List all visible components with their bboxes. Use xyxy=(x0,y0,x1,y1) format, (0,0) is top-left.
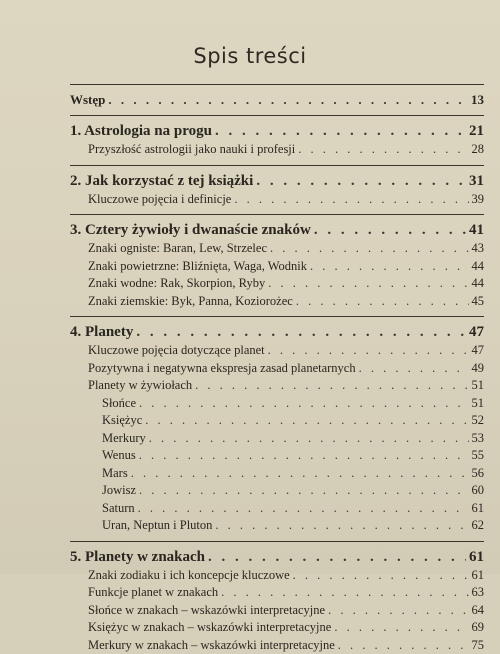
toc-entry[interactable] xyxy=(70,619,484,637)
section-divider xyxy=(70,541,484,542)
toc-page-number: 44 xyxy=(472,275,485,293)
toc-entry[interactable] xyxy=(70,293,484,311)
toc-entry-label: Znaki ogniste: Baran, Lew, Strzelec xyxy=(88,240,267,258)
toc-entry-label: Przyszłość astrologii jako nauki i profesji xyxy=(88,141,295,159)
top-divider xyxy=(70,84,484,85)
toc-entry-label: Kluczowe pojęcia i definicje xyxy=(88,191,231,209)
dot-leader xyxy=(268,275,468,293)
toc-subentry-saturn[interactable] xyxy=(70,500,484,518)
page-title: Spis treści xyxy=(0,44,500,68)
toc-chapter-label: 4. Planety xyxy=(70,323,133,342)
toc-chapter-1 xyxy=(70,122,484,159)
toc-entry[interactable] xyxy=(70,602,484,620)
toc-entry-label: Mars xyxy=(102,465,128,483)
toc-page-number: 64 xyxy=(472,602,485,620)
section-divider xyxy=(70,214,484,215)
toc-chapter-label: 1. Astrologia na progu xyxy=(70,122,212,141)
dot-leader xyxy=(215,517,468,535)
toc-entry-label: Merkury w znakach – wskazówki interpretacyjne xyxy=(88,637,335,654)
toc-entry-label: Pozytywna i negatywna ekspresja zasad planetarnych xyxy=(88,360,356,378)
dot-leader xyxy=(270,240,469,258)
toc-entry[interactable] xyxy=(70,275,484,293)
toc-page-number: 47 xyxy=(469,323,484,342)
toc-entry[interactable] xyxy=(70,377,484,395)
dot-leader xyxy=(136,323,466,342)
toc-intro-section xyxy=(70,91,484,109)
dot-leader xyxy=(328,602,468,620)
dot-leader xyxy=(338,637,469,654)
toc-chapter-heading[interactable] xyxy=(70,323,484,342)
toc-entry-label: Merkury xyxy=(102,430,146,448)
dot-leader xyxy=(131,465,469,483)
section-divider xyxy=(70,316,484,317)
toc-subentry-moon[interactable] xyxy=(70,412,484,430)
toc-subentry-outer-planets[interactable] xyxy=(70,517,484,535)
dot-leader xyxy=(314,221,466,240)
toc-page-number: 75 xyxy=(472,637,485,654)
toc-page-number: 61 xyxy=(469,548,484,567)
toc-entry-label: Znaki ziemskie: Byk, Panna, Koziorożec xyxy=(88,293,293,311)
toc-chapter-5 xyxy=(70,548,484,654)
toc-entry-label: Kluczowe pojęcia dotyczące planet xyxy=(88,342,265,360)
dot-leader xyxy=(139,482,468,500)
toc-entry-label: Słońce xyxy=(102,395,136,413)
toc-entry-label: Wstęp xyxy=(70,91,105,109)
toc-chapter-heading[interactable] xyxy=(70,172,484,191)
toc-entry[interactable] xyxy=(70,258,484,276)
dot-leader xyxy=(298,141,468,159)
toc-chapter-heading[interactable] xyxy=(70,548,484,567)
toc-chapter-label: 5. Planety w znakach xyxy=(70,548,205,567)
toc-entry-label: Znaki zodiaku i ich koncepcje kluczowe xyxy=(88,567,290,585)
toc-entry[interactable] xyxy=(70,240,484,258)
toc-entry-label: Uran, Neptun i Pluton xyxy=(102,517,212,535)
toc-page-number: 44 xyxy=(472,258,485,276)
dot-leader xyxy=(334,619,468,637)
toc-page-number: 39 xyxy=(472,191,485,209)
toc-subentry-jupiter[interactable] xyxy=(70,482,484,500)
toc-page-number: 61 xyxy=(472,567,485,585)
toc-subentry-mercury[interactable] xyxy=(70,430,484,448)
toc-page-number: 41 xyxy=(469,221,484,240)
toc-page-number: 61 xyxy=(472,500,485,518)
dot-leader xyxy=(234,191,468,209)
toc-page-number: 60 xyxy=(472,482,485,500)
toc-entry-label: Znaki wodne: Rak, Skorpion, Ryby xyxy=(88,275,265,293)
toc-subentry-mars[interactable] xyxy=(70,465,484,483)
toc-page-number: 51 xyxy=(472,377,485,395)
toc-entry-label: Słońce w znakach – wskazówki interpretacyjne xyxy=(88,602,325,620)
toc-page-number: 45 xyxy=(472,293,485,311)
dot-leader xyxy=(149,430,469,448)
toc-chapter-heading[interactable] xyxy=(70,122,484,141)
toc-entry[interactable] xyxy=(70,584,484,602)
toc-chapter-2 xyxy=(70,172,484,209)
toc-page-number: 52 xyxy=(472,412,485,430)
toc-entry[interactable] xyxy=(70,141,484,159)
dot-leader xyxy=(108,91,468,109)
toc-page-number: 53 xyxy=(472,430,485,448)
dot-leader xyxy=(221,584,468,602)
toc-page-number: 49 xyxy=(472,360,485,378)
toc-page-number: 63 xyxy=(472,584,485,602)
toc-page-number: 43 xyxy=(472,240,485,258)
toc-entry[interactable] xyxy=(70,360,484,378)
toc-entry-label: Planety w żywiołach xyxy=(88,377,192,395)
dot-leader xyxy=(208,548,466,567)
toc-entry[interactable] xyxy=(70,567,484,585)
toc-page-number: 13 xyxy=(471,91,484,109)
toc-page-number: 62 xyxy=(472,517,485,535)
dot-leader xyxy=(139,447,469,465)
dot-leader xyxy=(293,567,469,585)
section-divider xyxy=(70,165,484,166)
toc-chapter-4 xyxy=(70,323,484,535)
toc-page-number: 56 xyxy=(472,465,485,483)
toc-entry[interactable] xyxy=(70,191,484,209)
dot-leader xyxy=(359,360,469,378)
dot-leader xyxy=(145,412,468,430)
toc-entry-label: Saturn xyxy=(102,500,135,518)
toc-entry-label: Znaki powietrzne: Bliźnięta, Waga, Wodnik xyxy=(88,258,307,276)
dot-leader xyxy=(268,342,469,360)
dot-leader xyxy=(195,377,468,395)
toc-page-number: 51 xyxy=(472,395,485,413)
toc-page-number: 21 xyxy=(469,122,484,141)
toc-chapter-label: 2. Jak korzystać z tej książki xyxy=(70,172,253,191)
toc-entry[interactable] xyxy=(70,637,484,654)
toc-page-number: 69 xyxy=(472,619,485,637)
toc-chapter-3 xyxy=(70,221,484,310)
toc-entry[interactable] xyxy=(70,342,484,360)
toc-subentry-sun[interactable] xyxy=(70,395,484,413)
dot-leader xyxy=(310,258,469,276)
toc-subentry-venus[interactable] xyxy=(70,447,484,465)
dot-leader xyxy=(215,122,466,141)
toc-entry-label: Księżyc xyxy=(102,412,142,430)
toc-entry-intro[interactable] xyxy=(70,91,484,109)
toc-entry-label: Jowisz xyxy=(102,482,136,500)
toc-entry-label: Księżyc w znakach – wskazówki interpretacyjne xyxy=(88,619,331,637)
toc-entry-label: Wenus xyxy=(102,447,136,465)
toc-chapter-heading[interactable] xyxy=(70,221,484,240)
dot-leader xyxy=(256,172,466,191)
toc-page-number: 28 xyxy=(472,141,485,159)
toc-entry-label: Funkcje planet w znakach xyxy=(88,584,218,602)
dot-leader xyxy=(296,293,469,311)
dot-leader xyxy=(139,395,468,413)
toc-page-number: 47 xyxy=(472,342,485,360)
table-of-contents xyxy=(70,84,484,654)
toc-page-number: 55 xyxy=(472,447,485,465)
toc-page-number: 31 xyxy=(469,172,484,191)
toc-chapter-label: 3. Cztery żywioły i dwanaście znaków xyxy=(70,221,311,240)
dot-leader xyxy=(138,500,469,518)
section-divider xyxy=(70,115,484,116)
